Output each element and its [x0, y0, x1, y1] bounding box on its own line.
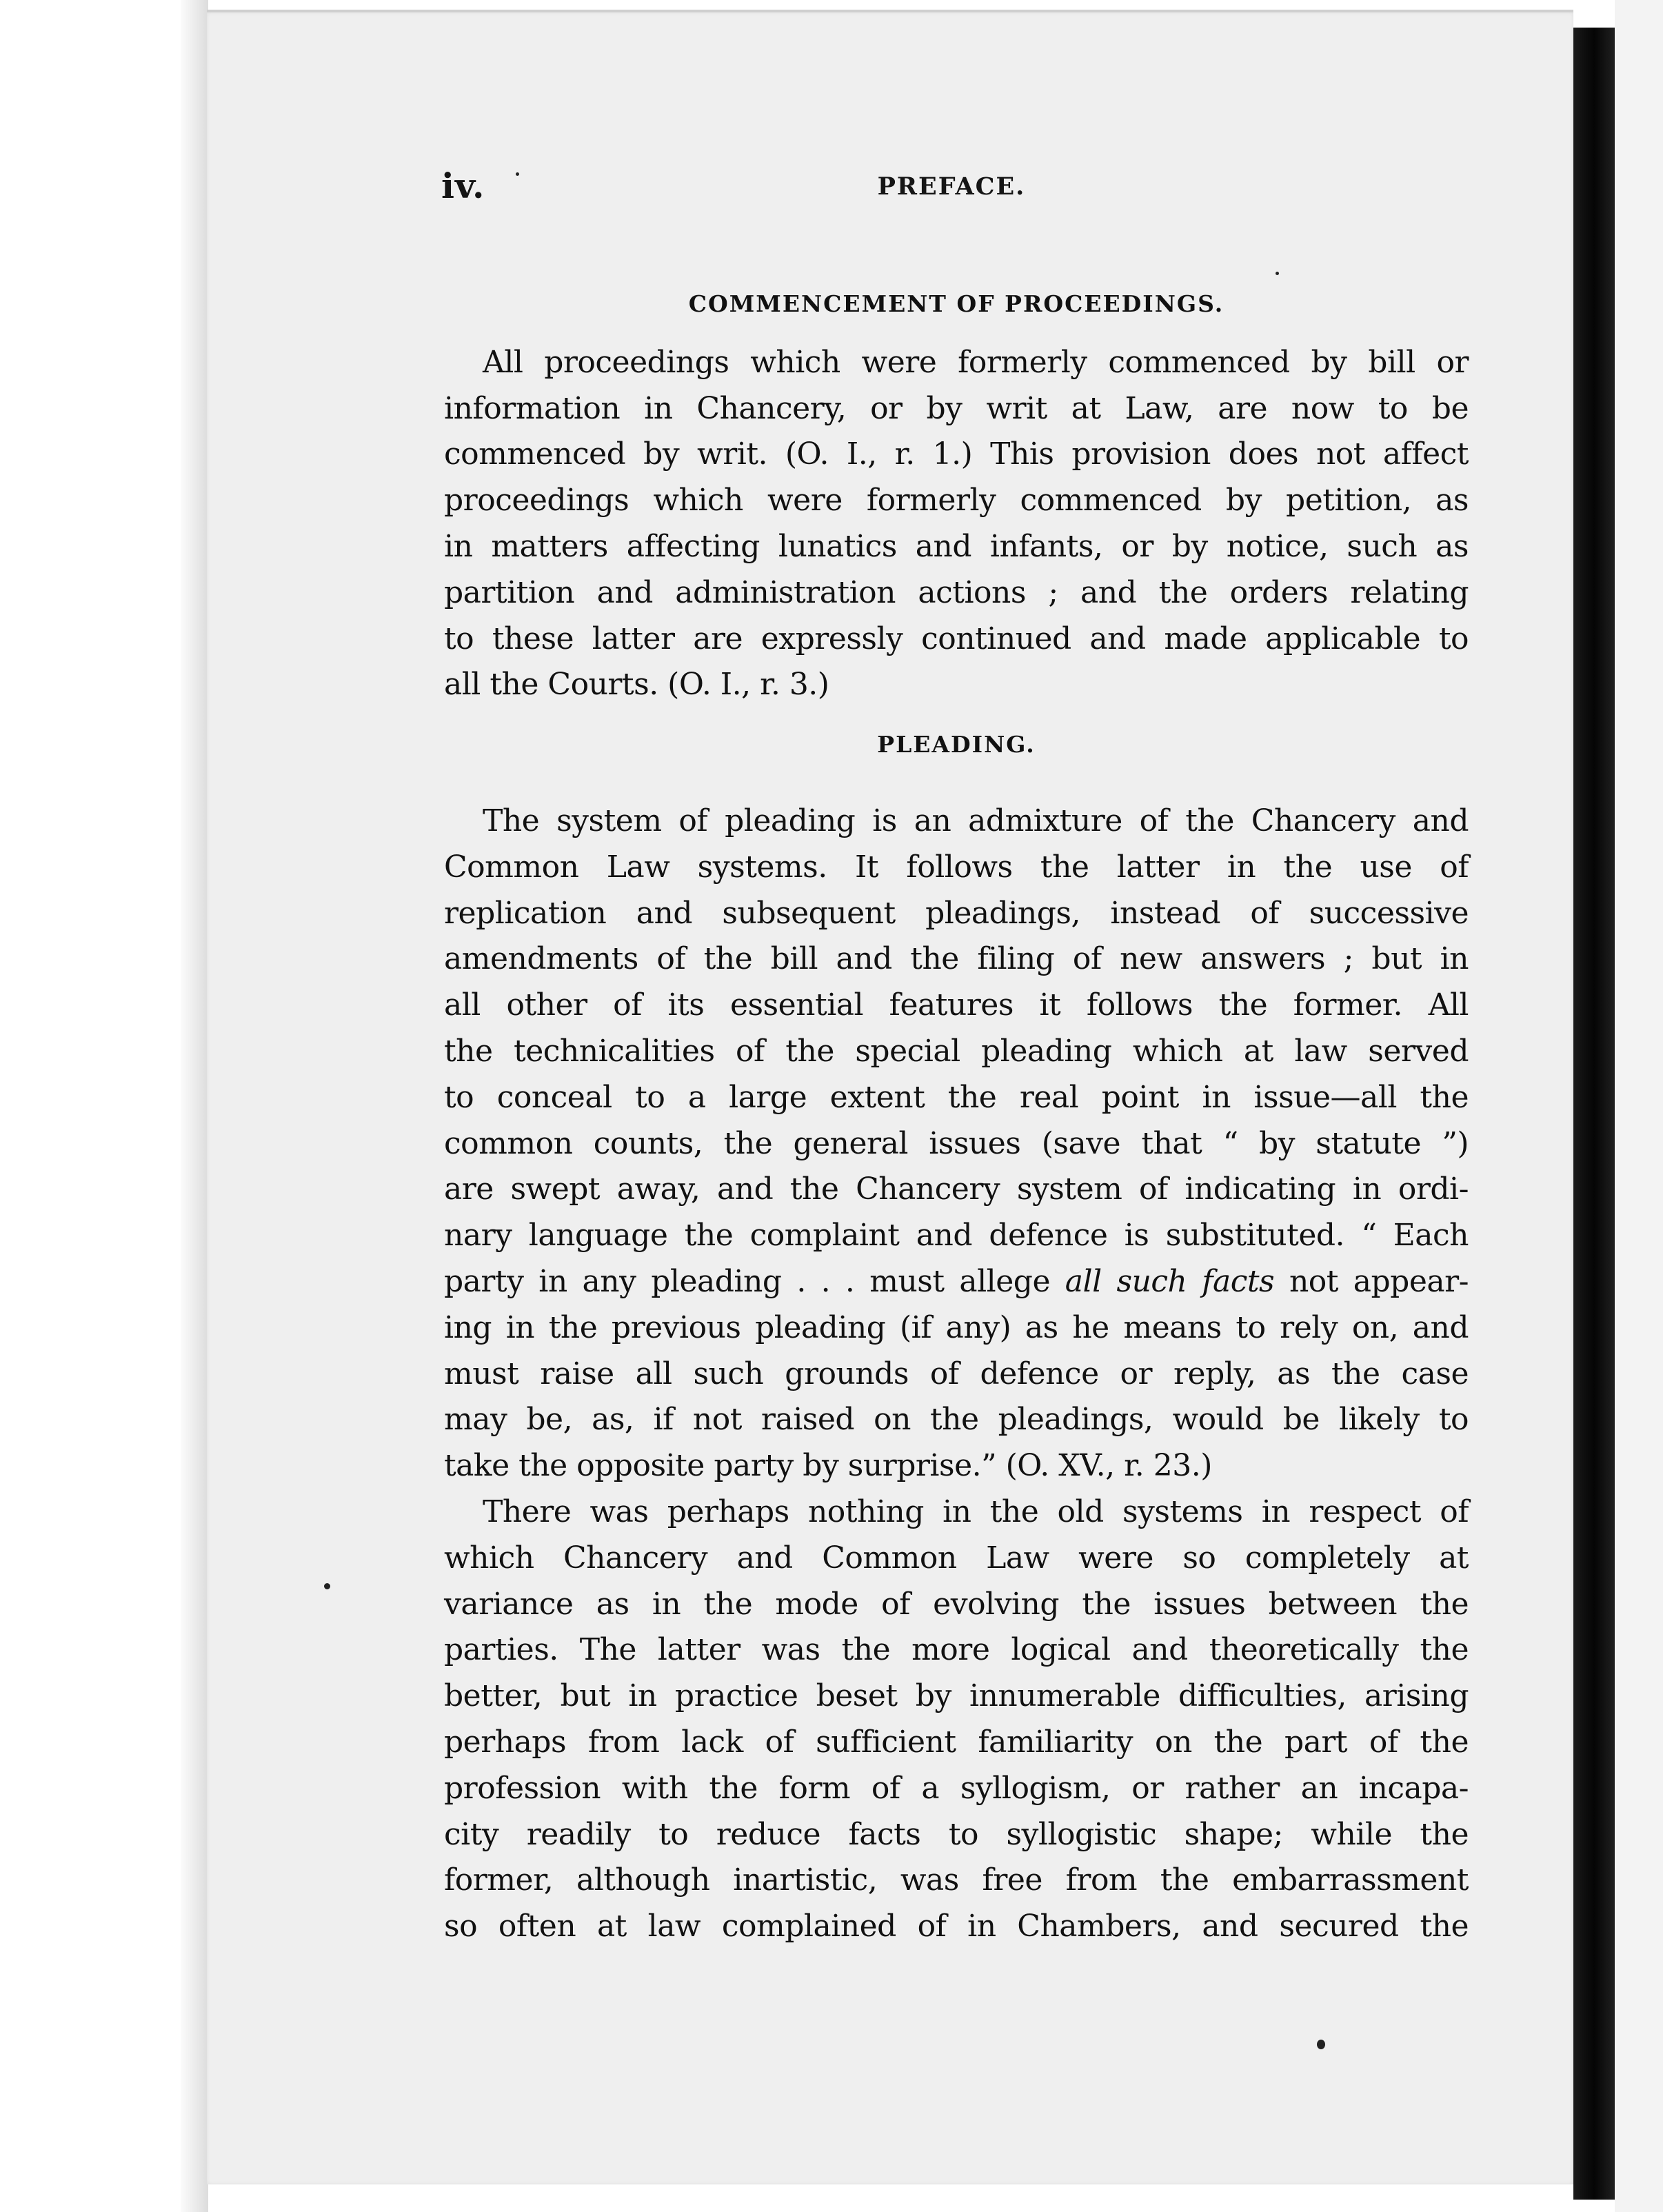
text-line: are swept away, and the Chancery system of indicating in ordi- [444, 1172, 1469, 1207]
text-line: all the Courts. (O. I., r. 3.) [444, 667, 829, 703]
text-line: perhaps from lack of sufficient familiarity on the part of the [444, 1724, 1469, 1760]
text-line: common counts, the general issues (save that “ by statute ”) [444, 1125, 1469, 1161]
speck-mark [324, 1583, 330, 1589]
italic-phrase: all such facts [1065, 1263, 1275, 1299]
speck-mark [1276, 272, 1279, 275]
text-line: take the opposite party by surprise.” (O. XV., r. 23.) [444, 1448, 1212, 1484]
text-line: nary language the complaint and defence is substituted. “ Each [444, 1218, 1469, 1254]
text-line: The system of pleading is an admixture of the Chancery and [483, 803, 1469, 838]
text-line: proceedings which were formerly commenced by petition, as [444, 483, 1469, 519]
text-line: city readily to reduce facts to syllogistic shape; while the [444, 1816, 1469, 1852]
text-line: commenced by writ. (O. I., r. 1.) This provision does not affect [444, 436, 1469, 472]
text-line: There was perhaps nothing in the old systems in respect of [483, 1494, 1469, 1529]
text-line: information in Chancery, or by writ at Law, are now to be [444, 390, 1469, 426]
text-line: to these latter are expressly continued and made applicable to [444, 621, 1469, 656]
speck-mark [1317, 2040, 1325, 2049]
text-line: so often at law complained of in Chambers, and secured the [444, 1909, 1469, 1944]
page-header [427, 165, 1475, 207]
speck-mark [516, 172, 519, 176]
text-line: all other of its essential features it follows the former. All [444, 987, 1469, 1023]
text-line: to conceal to a large extent the real point in issue—all the [444, 1079, 1469, 1115]
section-heading-pleading: PLEADING. [877, 731, 1036, 758]
text-line: All proceedings which were formerly commenced by bill or [483, 344, 1469, 380]
text-line: replication and subsequent pleadings, instead of successive [444, 895, 1469, 931]
page-number: iv. [441, 165, 485, 206]
running-title: PREFACE. [877, 172, 1026, 201]
page-body [444, 281, 1469, 1950]
text-run: party in any pleading . . . must allege [444, 1263, 1065, 1299]
text-line: better, but in practice beset by innumerable difficulties, arising [444, 1678, 1469, 1714]
text-line-with-italic [444, 1259, 1469, 1305]
text-line: amendments of the bill and the filing of new answers ; but in [444, 941, 1469, 977]
text-line: may be, as, if not raised on the pleadings, would be likely to [444, 1402, 1469, 1438]
text-line: variance as in the mode of evolving the issues between the [444, 1586, 1469, 1622]
text-line: ing in the previous pleading (if any) as he means to rely on, and [444, 1309, 1469, 1345]
text-line: partition and administration actions ; and the orders relating [444, 574, 1469, 610]
page-edge-dark-band [1573, 28, 1615, 2200]
text-line: former, although inartistic, was free from the embarrassment [444, 1862, 1469, 1898]
text-line: parties. The latter was the more logical and theoretically the [444, 1632, 1469, 1668]
text-run: not appear- [1274, 1263, 1469, 1299]
binding-shadow [181, 0, 208, 2212]
text-line: in matters affecting lunatics and infants, or by notice, such as [444, 528, 1469, 564]
text-line: profession with the form of a syllogism, or rather an incapa- [444, 1770, 1469, 1806]
next-page-sliver [1615, 0, 1663, 2212]
text-line: Common Law systems. It follows the latter in the use of [444, 849, 1469, 885]
text-line: the technicalities of the special pleading which at law served [444, 1033, 1469, 1069]
section-heading-commencement: COMMENCEMENT OF PROCEEDINGS. [688, 290, 1224, 317]
text-line: must raise all such grounds of defence or reply, as the case [444, 1356, 1469, 1391]
text-line: which Chancery and Common Law were so completely at [444, 1540, 1469, 1576]
